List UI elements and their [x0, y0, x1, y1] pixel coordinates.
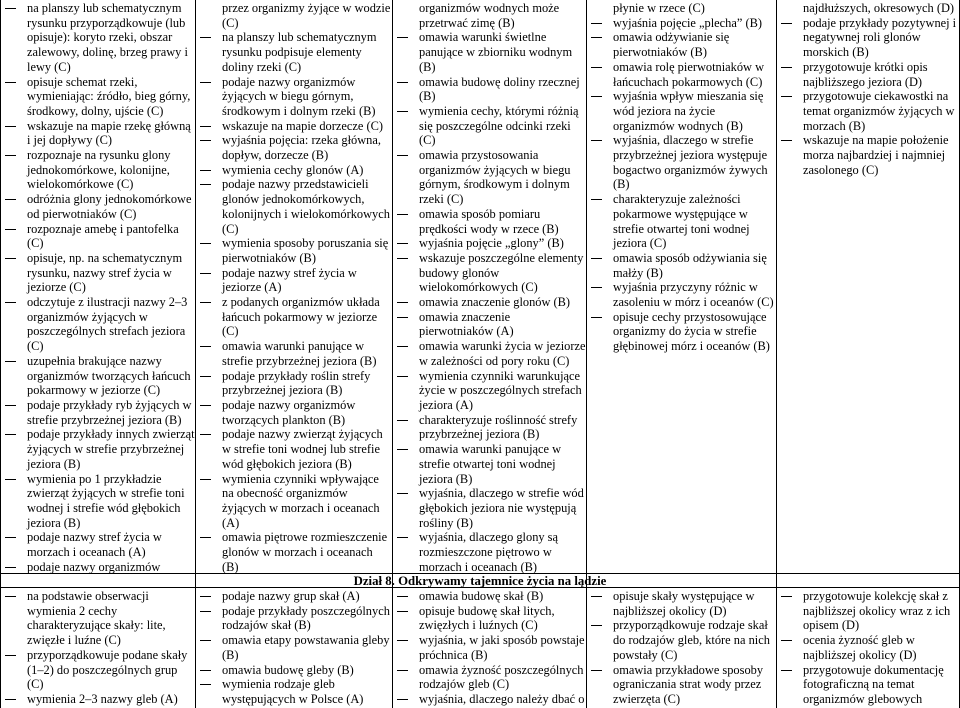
list-item-text: omawia sposób odżywiania się małży (B) [613, 250, 767, 280]
list-item [1, 560, 195, 573]
list-item-text: wymienia czynniki warunkujące życie w poszczególnych strefach jeziora (A) [419, 368, 582, 412]
list-item [777, 16, 959, 60]
list-item [393, 148, 586, 207]
list-item [393, 251, 586, 295]
list-item [196, 472, 392, 531]
dash-bullet-icon [200, 140, 211, 141]
dash-bullet-icon [200, 184, 211, 185]
list-item-text: omawia znaczenie pierwotniaków (A) [419, 309, 514, 339]
list-item [587, 89, 776, 133]
list-item [1, 75, 195, 119]
dash-bullet-icon [397, 37, 408, 38]
list-item-text: przygotowuje ciekawostki na temat organizmów żyjących w morzach (B) [803, 89, 955, 133]
dash-bullet-icon [200, 37, 211, 38]
list-item-text: odróżnia glony jednokomórkowe od pierwotniaków (C) [27, 192, 192, 221]
list-item [393, 207, 586, 236]
list-item-text: omawia warunki życia w jeziorze w zależności od pory roku (C) [419, 339, 586, 368]
row2-col3-list [393, 589, 586, 708]
list-item [393, 589, 586, 604]
row1-col3-list [393, 1, 586, 573]
list-item-text: rozpoznaje na rysunku glony jednokomórkowe, kolonijne, wielokomórkowe (C) [27, 148, 171, 192]
list-item-text: podaje nazwy stref życia w jeziorze (A) [222, 265, 357, 295]
list-item-text: z podanych organizmów układa łańcuch pokarmowy w jeziorze (C) [222, 295, 380, 339]
list-item-text: wyjaśnia, dlaczego w strefie przybrzeżnej jeziora występuje bogactwo organizmów żywych (B) [613, 133, 768, 192]
row1-col1-list [1, 1, 195, 573]
list-item-text: wyjaśnia, dlaczego w strefie wód głębokich jeziora nie występują rośliny (B) [419, 486, 584, 530]
list-item-text: wyjaśnia przyczyny różnic w zasoleniu w mórz i oceanów (C) [613, 280, 774, 310]
dash-bullet-icon [397, 376, 408, 377]
list-item [196, 530, 392, 573]
list-item-text: wyjaśnia, dlaczego należy dbać o [419, 691, 585, 706]
dash-bullet-icon [5, 405, 16, 406]
dash-bullet-icon [200, 82, 211, 83]
dash-bullet-icon [397, 258, 408, 259]
list-item-text: najdłuższych, okresowych (D) [803, 1, 955, 15]
dash-bullet-icon [5, 699, 16, 700]
row2-col1-list [1, 589, 195, 708]
list-item-text: omawia znaczenie glonów (B) [419, 295, 571, 310]
dash-bullet-icon [397, 317, 408, 318]
list-item [587, 192, 776, 251]
list-item-text: opisuje cechy przystosowujące organizmy do życia w strefie głębinowej mórz i oceanów (B) [613, 309, 770, 354]
dash-bullet-icon [591, 67, 602, 68]
list-item [393, 413, 586, 442]
dash-bullet-icon [397, 111, 408, 112]
list-item [196, 339, 392, 368]
dash-bullet-icon [5, 8, 16, 9]
dash-bullet-icon [200, 243, 211, 244]
dash-bullet-icon [200, 376, 211, 377]
list-item [196, 163, 392, 178]
dash-bullet-icon [200, 640, 211, 641]
row2-col5-cell [777, 589, 959, 708]
list-item-text: na planszy lub schematycznym rysunku podpisuje elementy doliny rzeki (C) [222, 30, 377, 74]
dash-bullet-icon [397, 155, 408, 156]
dash-bullet-icon [5, 434, 16, 435]
list-item [196, 75, 392, 119]
row2-col4-cell [587, 589, 776, 708]
list-item-text: podaje nazwy grup skał (A) [222, 589, 360, 603]
list-item [196, 133, 392, 162]
list-item [393, 604, 586, 633]
dash-bullet-icon [397, 449, 408, 450]
list-item [196, 677, 392, 706]
dash-bullet-icon [5, 229, 16, 230]
dash-bullet-icon [591, 287, 602, 288]
row2-col2-cell [196, 589, 392, 708]
list-item-text: omawia przystosowania organizmów żyjących w biegu górnym, środkowym i dolnym rzeki (C) [419, 148, 571, 207]
dash-bullet-icon [397, 640, 408, 641]
row1-col5-list [777, 1, 959, 177]
list-item [393, 75, 586, 104]
list-item [393, 339, 586, 368]
list-item [393, 1, 586, 30]
list-item-text: podaje przykłady pozytywnej i negatywnej roli glonów morskich (B) [803, 15, 957, 60]
list-item-text: na planszy lub schematycznym rysunku przyporządkowuje (lub opisuje): koryto rzeki, obszar zalewowy, dolinę, brzeg prawy i lewy (C) [27, 1, 188, 74]
dash-bullet-icon [200, 405, 211, 406]
dash-bullet-icon [5, 361, 16, 362]
list-item-text: podaje przykłady roślin strefy przybrzeżnej jeziora (B) [222, 368, 371, 398]
list-item-text: charakteryzuje zależności pokarmowe występujące w strefie otwartej toni wodnej jeziora (C) [613, 192, 750, 251]
list-item [196, 663, 392, 678]
dash-bullet-icon [200, 684, 211, 685]
list-item-text: omawia rolę pierwotniaków w łańcuchach pokarmowych (C) [613, 59, 765, 89]
list-item-text: opisuje skały występujące w najbliższej okolicy (D) [613, 589, 755, 618]
list-item [196, 30, 392, 74]
list-item-text: płynie w rzece (C) [613, 1, 705, 15]
list-item [587, 133, 776, 192]
dash-bullet-icon [200, 273, 211, 274]
list-item [587, 663, 776, 707]
list-item [196, 177, 392, 236]
list-item [1, 119, 195, 148]
dash-bullet-icon [200, 611, 211, 612]
dash-bullet-icon [397, 699, 408, 700]
list-item-text: podaje przykłady innych zwierząt żyjących w strefie przybrzeżnej jeziora (B) [27, 427, 195, 471]
list-item-text: podaje nazwy zwierząt żyjących w strefie toni wodnej lub strefie wód głębokich jeziora (B) [222, 427, 383, 471]
dash-bullet-icon [200, 434, 211, 435]
list-item-text: omawia piętrowe rozmieszczenie glonów w morzach i oceanach (B) [222, 530, 388, 573]
dash-bullet-icon [591, 625, 602, 626]
dash-bullet-icon [397, 493, 408, 494]
dash-bullet-icon [5, 655, 16, 656]
list-item [1, 589, 195, 648]
list-item-text: przygotowuje dokumentację fotograficzną na temat organizmów glebowych [803, 662, 944, 706]
list-item-text: omawia warunki świetlne panujące w zbiorniku wodnym (B) [419, 30, 573, 74]
dash-bullet-icon [397, 611, 408, 612]
list-item [1, 1, 195, 75]
section-title: Dział 8. Odkrywamy tajemnice życia na lądzie [353, 574, 607, 588]
list-item-text: wymienia 2–3 nazwy gleb (A) [27, 691, 178, 706]
list-item-text: przyporządkowuje podane skały (1–2) do poszczególnych grup (C) [27, 647, 188, 692]
list-item-text: omawia żyzność poszczególnych rodzajów gleb (C) [419, 662, 584, 692]
list-item-text: wymienia cechy, którymi różnią się poszczególne odcinki rzeki (C) [419, 103, 579, 148]
list-item [196, 266, 392, 295]
list-item [587, 60, 776, 89]
list-item-text: podaje nazwy organizmów tworzących plankton (B) [222, 397, 356, 427]
list-item [1, 295, 195, 354]
dash-bullet-icon [397, 670, 408, 671]
list-item-text: omawia budowę doliny rzecznej (B) [419, 74, 580, 104]
list-item-text: omawia budowę gleby (B) [222, 662, 354, 677]
list-item-text: charakteryzuje roślinność strefy przybrzeżnej jeziora (B) [419, 412, 578, 442]
dash-bullet-icon [200, 346, 211, 347]
list-item-text: wymienia po 1 przykładzie zwierząt żyjących w strefie toni wodnej i strefie wód głębokich jeziora (B) [27, 471, 185, 530]
list-item [393, 442, 586, 486]
dash-bullet-icon [5, 82, 16, 83]
dash-bullet-icon [591, 596, 602, 597]
dash-bullet-icon [5, 199, 16, 200]
list-item [393, 486, 586, 530]
row1-col5-cell [777, 1, 959, 573]
list-item-text: rozpoznaje amebę i pantofelka (C) [27, 221, 179, 251]
dash-bullet-icon [200, 126, 211, 127]
list-item-text: odczytuje z ilustracji nazwy 2–3 organizmów żyjących w poszczególnych strefach jeziora (C) [27, 295, 188, 354]
list-item-text: opisuje, np. na schematycznym rysunku, nazwy stref życia w jeziorze (C) [27, 250, 183, 295]
dash-bullet-icon [591, 670, 602, 671]
dash-bullet-icon [591, 37, 602, 38]
list-item-text: wymienia czynniki wpływające na obecność organizmów żyjących w morzach i oceanach (A) [222, 471, 380, 530]
dash-bullet-icon [781, 140, 792, 141]
list-item-text: omawia przykładowe sposoby ograniczania strat wody przez zwierzęta (C) [613, 662, 764, 706]
dash-bullet-icon [5, 596, 16, 597]
list-item [1, 472, 195, 531]
list-item [777, 89, 959, 133]
list-item [1, 354, 195, 398]
dash-bullet-icon [5, 537, 16, 538]
list-item-text: ocenia żyzność gleb w najbliższej okolicy (D) [803, 633, 917, 662]
list-item [587, 30, 776, 59]
dash-bullet-icon [591, 23, 602, 24]
dash-bullet-icon [781, 23, 792, 24]
list-item [393, 369, 586, 413]
row1-col1-cell [1, 1, 195, 573]
row1-col3-cell [393, 1, 586, 573]
list-item [777, 663, 959, 708]
list-item-text: opisuje budowę skał litych, zwięzłych i luźnych (C) [419, 603, 555, 633]
row2-col1-cell [1, 589, 195, 708]
list-item-text: przyporządkowuje rodzaje skał do rodzajów gleb, które na nich powstały (C) [613, 618, 770, 662]
dash-bullet-icon [781, 670, 792, 671]
row2-col5-list [777, 589, 959, 708]
dash-bullet-icon [200, 479, 211, 480]
list-item-text: organizmów wodnych może przetrwać zimę (B) [419, 1, 560, 30]
list-item [393, 30, 586, 74]
list-item-text: wymienia rodzaje gleb występujących w Polsce (A) [222, 677, 364, 706]
list-item [587, 618, 776, 662]
dash-bullet-icon [5, 567, 16, 568]
dash-bullet-icon [591, 140, 602, 141]
list-item-text: omawia warunki panujące w strefie przybrzeżnej jeziora (B) [222, 339, 377, 368]
list-item-text: wskazuje poszczególne elementy budowy glonów wielokomórkowych (C) [419, 250, 584, 295]
list-item-text: omawia sposób pomiaru prędkości wody w rzece (B) [419, 206, 559, 236]
dash-bullet-icon [397, 346, 408, 347]
list-item-text: podaje przykłady ryb żyjących w strefie przybrzeżnej jeziora (B) [27, 397, 192, 427]
list-item-text: uzupełnia brakujące nazwy organizmów tworzących łańcuch pokarmowy w jeziorze (C) [27, 353, 191, 398]
dash-bullet-icon [397, 420, 408, 421]
dash-bullet-icon [5, 155, 16, 156]
dash-bullet-icon [200, 670, 211, 671]
list-item [393, 236, 586, 251]
dash-bullet-icon [5, 302, 16, 303]
list-item-text: wyjaśnia pojęcie „plecha” (B) [613, 15, 762, 30]
list-item [587, 280, 776, 309]
list-item [196, 236, 392, 265]
list-item [1, 398, 195, 427]
dash-bullet-icon [591, 317, 602, 318]
dash-bullet-icon [200, 170, 211, 171]
list-item-text: wskazuje na mapie dorzecze (C) [222, 118, 383, 133]
list-item [587, 16, 776, 31]
dash-bullet-icon [591, 96, 602, 97]
list-item [1, 222, 195, 251]
row1-col4-list [587, 1, 776, 354]
row1-col2-cell [196, 1, 392, 573]
list-item [393, 310, 586, 339]
row2-col4-list [587, 589, 776, 708]
list-item-text: opisuje schemat rzeki, wymieniając: źródło, bieg górny, środkowy, dolny, ujście (C) [27, 74, 191, 118]
list-item [393, 104, 586, 148]
row2-col3-cell [393, 589, 586, 708]
list-item [196, 427, 392, 471]
dash-bullet-icon [397, 243, 408, 244]
list-item [1, 530, 195, 559]
list-item-text: wymienia sposoby poruszania się pierwotniaków (B) [222, 236, 389, 265]
dash-bullet-icon [781, 96, 792, 97]
dash-bullet-icon [397, 302, 408, 303]
list-item [1, 251, 195, 295]
dash-bullet-icon [5, 126, 16, 127]
list-item [777, 133, 959, 177]
list-item [196, 604, 392, 633]
list-item-text: omawia budowę skał (B) [419, 589, 544, 603]
dash-bullet-icon [397, 214, 408, 215]
list-item [196, 295, 392, 339]
list-item [1, 427, 195, 471]
dash-bullet-icon [591, 199, 602, 200]
list-item [393, 663, 586, 692]
list-item [393, 295, 586, 310]
list-item [587, 251, 776, 280]
list-item [1, 192, 195, 221]
list-item-text: omawia warunki panujące w strefie otwartej toni wodnej jeziora (B) [419, 442, 562, 486]
row2-col2-list [196, 589, 392, 708]
list-item-text: wyjaśnia, w jaki sposób powstaje próchnica (B) [419, 633, 585, 662]
list-item-text: wymienia cechy glonów (A) [222, 162, 364, 177]
dash-bullet-icon [781, 67, 792, 68]
list-item [1, 648, 195, 692]
list-item [196, 1, 392, 30]
dash-bullet-icon [397, 596, 408, 597]
list-item-text: podaje nazwy stref życia w morzach i oceanach (A) [27, 530, 162, 560]
list-item-text: wyjaśnia, dlaczego glony są rozmieszczone piętrowo w morzach i oceanach (B) [419, 530, 559, 573]
list-item-text: przygotowuje kolekcję skał z najbliższej okolicy wraz z ich opisem (D) [803, 589, 951, 633]
list-item-text: podaje przykłady poszczególnych rodzajów skał (B) [222, 603, 390, 633]
list-item [777, 1, 959, 16]
dash-bullet-icon [781, 640, 792, 641]
dash-bullet-icon [5, 479, 16, 480]
list-item [1, 692, 195, 707]
list-item [777, 589, 959, 633]
dash-bullet-icon [781, 596, 792, 597]
list-item [393, 633, 586, 662]
list-item [393, 692, 586, 708]
list-item-text: podaje nazwy przedstawicieli glonów jednokomórkowych, kolonijnych i wielokomórkowych (C) [222, 177, 390, 236]
list-item [777, 60, 959, 89]
list-item-text: wskazuje na mapie położenie morza najbardziej i najmniej zasolonego (C) [803, 133, 949, 177]
dash-bullet-icon [397, 537, 408, 538]
list-item-text: wskazuje na mapie rzekę główną i jej dopływy (C) [27, 118, 191, 148]
list-item-text: omawia etapy powstawania gleby (B) [222, 633, 390, 662]
list-item [1, 148, 195, 192]
list-item-text: wyjaśnia pojęcia: rzeka główna, dopływ, dorzecze (B) [222, 133, 381, 163]
list-item-text: wyjaśnia pojęcie „glony” (B) [419, 236, 564, 251]
list-item [196, 589, 392, 604]
list-item-text: podaje nazwy organizmów żyjących w biegu górnym, środkowym i dolnym rzeki (B) [222, 74, 376, 118]
row1-col4-cell [587, 1, 776, 573]
dash-bullet-icon [200, 537, 211, 538]
list-item [196, 398, 392, 427]
list-item-text: przez organizmy żyjące w wodzie (C) [222, 1, 391, 30]
list-item-text: podaje nazwy organizmów [27, 559, 161, 573]
dash-bullet-icon [397, 82, 408, 83]
dash-bullet-icon [591, 258, 602, 259]
dash-bullet-icon [200, 596, 211, 597]
list-item-text: wyjaśnia wpływ mieszania się wód jeziora na życie organizmów wodnych (B) [613, 89, 764, 133]
list-item-text: omawia odżywianie się pierwotniaków (B) [613, 30, 730, 60]
list-item [196, 119, 392, 134]
list-item-text: przygotowuje krótki opis najbliższego jeziora (D) [803, 59, 928, 89]
list-item-text: na podstawie obserwacji wymienia 2 cechy charakteryzujące skały: lite, zwięzłe i luźne (C) [27, 589, 166, 648]
row1-col2-list [196, 1, 392, 573]
list-item [777, 633, 959, 662]
list-item [196, 633, 392, 662]
list-item [393, 530, 586, 573]
dash-bullet-icon [5, 258, 16, 259]
list-item [587, 310, 776, 354]
list-item [587, 589, 776, 618]
dash-bullet-icon [200, 302, 211, 303]
list-item [587, 1, 776, 16]
list-item [196, 369, 392, 398]
